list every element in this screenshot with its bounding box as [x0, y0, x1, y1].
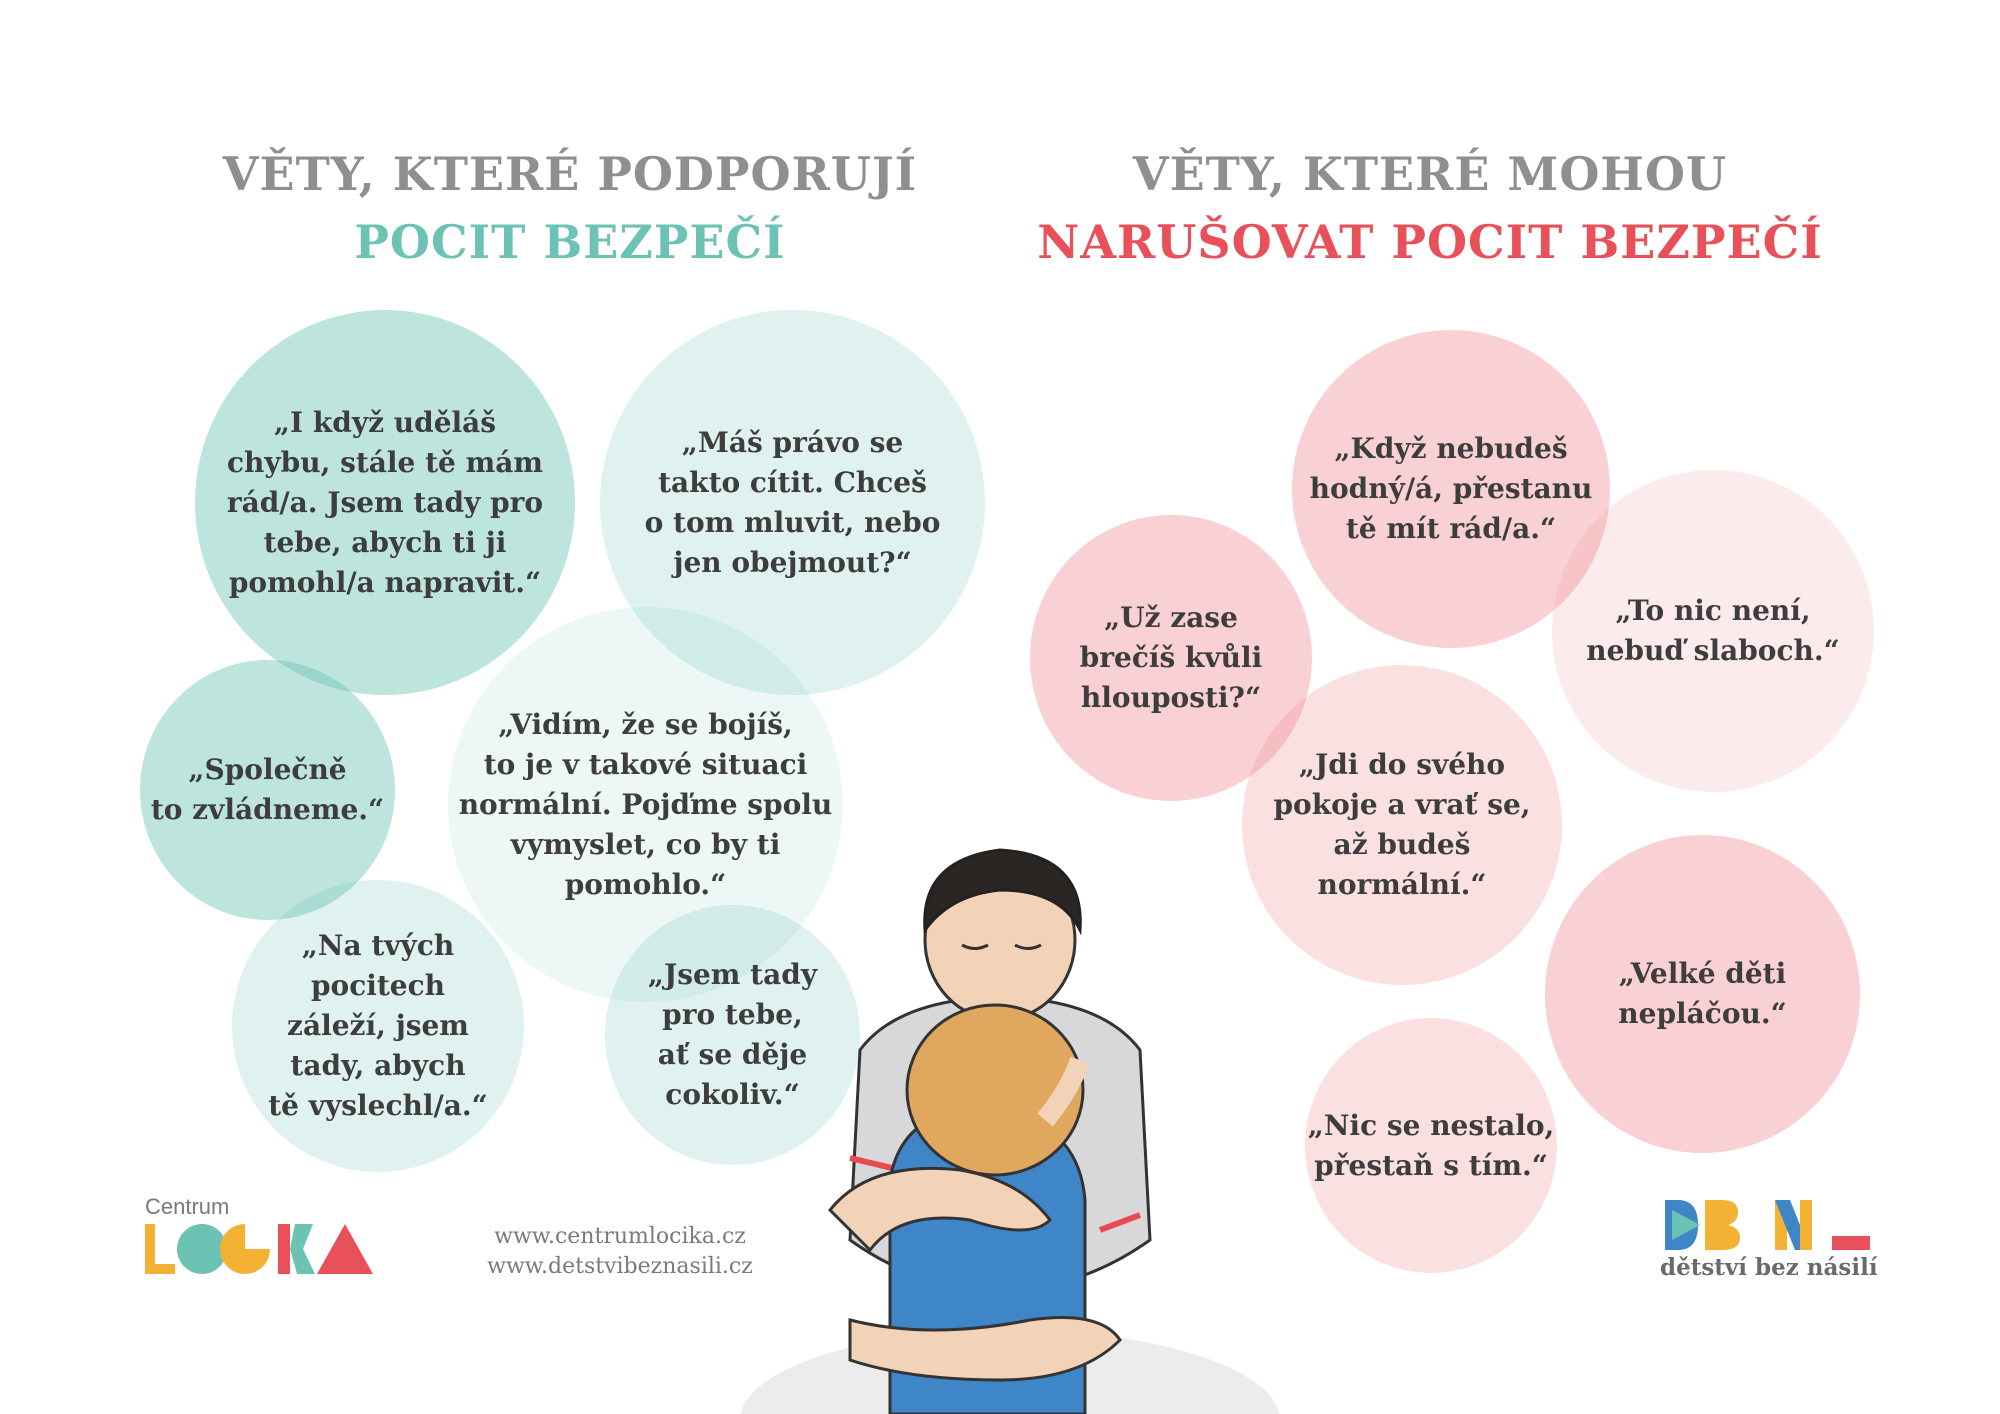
supportive-phrase-4: „Vidím, že se bojíš, to je v takové situaci normální. Pojďme spolu vymyslet, co by ti pomohlo.“	[458, 707, 833, 901]
harmful-phrase-2: „Už zase brečíš kvůli hlouposti?“	[1079, 601, 1263, 714]
footer-links	[470, 1222, 770, 1282]
supportive-phrase-3: „Společně to zvládneme.“	[150, 753, 385, 826]
heading-supportive-line1: VĚTY, KTERÉ PODPORUJÍ	[222, 147, 918, 201]
url-detstvi-bez-nasili[interactable]: www.detstvibeznasili.cz	[487, 1254, 753, 1279]
harmful-phrase-4: „Jdi do svého pokoje a vrať se, až budeš normální.“	[1273, 748, 1531, 901]
harmful-phrase-5: „Velké děti nepláčou.“	[1618, 957, 1787, 1030]
dbn-caption: dětství bez násilí	[1660, 1254, 1878, 1281]
logo-detstvi-bez-nasili[interactable]	[1660, 1200, 1878, 1281]
harmful-phrase-1: „Když nebudeš hodný/á, přestanu tě mít rád/a.“	[1309, 432, 1593, 545]
supportive-phrase-5: „Na tvých pocitech záleží, jsem tady, abych tě vyslechl/a.“	[268, 929, 488, 1122]
harmful-bubble-3	[1552, 470, 1874, 792]
heading-supportive-line2: POCIT BEZPEČÍ	[354, 215, 786, 269]
heading-harmful	[1020, 140, 1840, 276]
harmful-phrase-6: „Nic se nestalo, přestaň s tím.“	[1307, 1108, 1555, 1182]
hug-illustration	[700, 820, 1300, 1414]
harmful-phrase-3: „To nic není, nebuď slaboch.“	[1586, 594, 1840, 667]
logo-centrum-caption: Centrum	[145, 1194, 230, 1219]
logo-centrum-locika[interactable]	[145, 1194, 375, 1282]
supportive-bubble-1	[195, 310, 575, 695]
heading-supportive	[180, 140, 960, 276]
heading-harmful-line2: NARUŠOVAT POCIT BEZPEČÍ	[1037, 215, 1823, 269]
supportive-phrase-2: „Máš právo se takto cítit. Chceš o tom mluvit, nebo jen obejmout?“	[644, 425, 941, 579]
supportive-phrase-1: „I když uděláš chybu, stále tě mám rád/a. Jsem tady pro tebe, abych ti ji pomohl/a napravit.“	[226, 405, 544, 599]
dbn-logo-icon	[1660, 1200, 1870, 1250]
harmful-bubble-6	[1305, 1018, 1557, 1273]
locika-logo-icon	[145, 1220, 375, 1278]
supportive-phrase-6: „Jsem tady pro tebe, ať se děje cokoliv.“	[647, 958, 818, 1111]
heading-harmful-line1: VĚTY, KTERÉ MOHOU	[1132, 147, 1728, 201]
supportive-bubble-5	[232, 880, 524, 1172]
url-centrum-locika[interactable]: www.centrumlocika.cz	[494, 1224, 746, 1249]
harmful-bubble-5	[1545, 835, 1860, 1153]
